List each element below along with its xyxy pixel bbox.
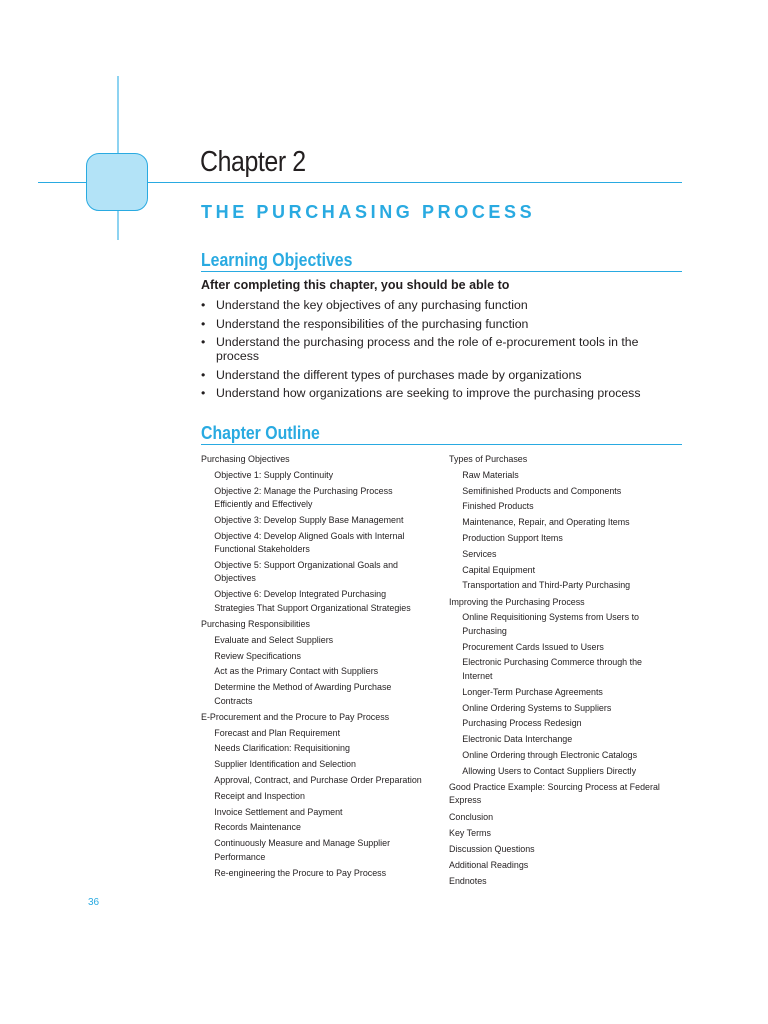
outline-subsection: Transportation and Third-Party Purchasing xyxy=(462,579,631,591)
outline-subsection: Objective 6: Develop Integrated Purchasing Strategies That Support Organizational Strategies xyxy=(214,588,411,613)
chapter-title: Chapter 2 xyxy=(200,146,306,178)
outline-subsection: Evaluate and Select Suppliers xyxy=(214,633,334,645)
learning-objective-item: • Understand how organizations are seeking to improve the purchasing process xyxy=(201,386,671,400)
outline-subsection: Capital Equipment xyxy=(462,563,536,575)
outline-subsection: Purchasing Process Redesign xyxy=(462,717,582,729)
outline-subsection: Review Specifications xyxy=(214,649,301,661)
learning-objectives-list xyxy=(201,298,671,405)
outline-subsection: Objective 5: Support Organizational Goals and Objectives xyxy=(214,558,398,584)
chapter-outline-left-column xyxy=(201,452,437,879)
outline-subsection: Raw Materials xyxy=(462,468,519,480)
learning-objectives-rule xyxy=(201,271,682,272)
outline-subsection: Online Ordering through Electronic Catalogs xyxy=(462,748,638,760)
outline-subsection: Procurement Cards Issued to Users xyxy=(462,640,604,652)
outline-subsection: Objective 1: Supply Continuity xyxy=(214,468,334,480)
outline-section: Improving the Purchasing Process xyxy=(449,595,585,607)
chapter-outline-right-column xyxy=(449,452,671,888)
learning-objective-item: • Understand the purchasing process and the role of e-procurement tools in the process xyxy=(201,335,671,363)
chapter-subtitle: THE PURCHASING PROCESS xyxy=(201,202,536,222)
outline-subsection: Re-engineering the Procure to Pay Process xyxy=(214,866,387,878)
outline-subsection: Determine the Method of Awarding Purchase Contracts xyxy=(214,681,392,706)
learning-objectives-heading: Learning Objectives xyxy=(201,250,353,270)
outline-subsection: Production Support Items xyxy=(462,531,563,543)
learning-objectives-intro: After completing this chapter, you should be able to xyxy=(201,278,510,292)
outline-section: Additional Readings xyxy=(449,859,529,871)
outline-subsection: Online Ordering Systems to Suppliers xyxy=(462,701,612,713)
outline-section: Endnotes xyxy=(449,875,487,887)
outline-section: Discussion Questions xyxy=(449,842,535,854)
outline-subsection: Allowing Users to Contact Suppliers Directly xyxy=(462,764,637,776)
outline-subsection: Records Maintenance xyxy=(214,821,301,833)
outline-subsection: Maintenance, Repair, and Operating Items xyxy=(462,516,630,528)
outline-section: E-Procurement and the Procure to Pay Process xyxy=(201,710,390,722)
outline-subsection: Objective 4: Develop Aligned Goals with Internal Functional Stakeholders xyxy=(214,529,405,555)
outline-subsection: Continuously Measure and Manage Supplier Performance xyxy=(214,837,391,862)
chapter-badge-graphic xyxy=(86,153,148,211)
outline-subsection: Receipt and Inspection xyxy=(214,789,305,801)
outline-subsection: Finished Products xyxy=(462,500,534,512)
learning-objective-item: • Understand the responsibilities of the purchasing function xyxy=(201,317,671,331)
outline-subsection: Approval, Contract, and Purchase Order Preparation xyxy=(214,774,422,786)
learning-objective-item: • Understand the different types of purchases made by organizations xyxy=(201,368,671,382)
outline-subsection: Longer-Term Purchase Agreements xyxy=(462,685,603,697)
outline-subsection: Forecast and Plan Requirement xyxy=(214,726,341,738)
outline-subsection: Services xyxy=(462,547,497,559)
outline-section: Good Practice Example: Sourcing Process at Federal Express xyxy=(449,780,660,806)
chapter-outline-heading: Chapter Outline xyxy=(201,423,320,443)
outline-section: Key Terms xyxy=(449,826,491,838)
outline-subsection: Objective 3: Develop Supply Base Management xyxy=(214,513,404,525)
outline-section: Types of Purchases xyxy=(449,453,528,464)
outline-section: Purchasing Responsibilities xyxy=(201,617,310,629)
outline-section: Conclusion xyxy=(449,810,494,822)
page-number: 36 xyxy=(88,897,100,908)
outline-subsection: Act as the Primary Contact with Suppliers xyxy=(214,665,379,677)
outline-subsection: Invoice Settlement and Payment xyxy=(214,805,343,817)
learning-objective-item: • Understand the key objectives of any purchasing function xyxy=(201,298,671,312)
outline-section: Purchasing Objectives xyxy=(201,453,290,464)
outline-subsection: Objective 2: Manage the Purchasing Process Efficiently and Effectively xyxy=(214,484,393,510)
outline-subsection: Electronic Data Interchange xyxy=(462,733,573,745)
outline-subsection: Supplier Identification and Selection xyxy=(214,758,356,770)
chapter-outline-rule xyxy=(201,444,682,445)
outline-subsection: Needs Clarification: Requisitioning xyxy=(214,742,350,754)
outline-subsection: Online Requisitioning Systems from Users to Purchasing xyxy=(462,611,640,636)
outline-subsection: Electronic Purchasing Commerce through the Internet xyxy=(462,656,642,681)
outline-subsection: Semifinished Products and Components xyxy=(462,484,622,496)
